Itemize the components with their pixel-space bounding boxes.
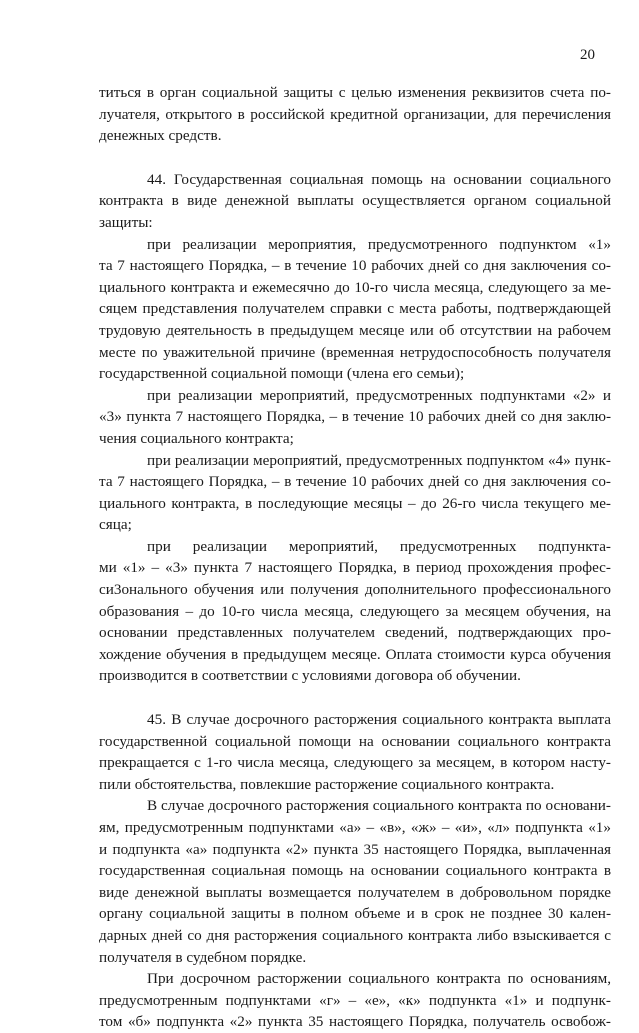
text-line: месте по уважительной причине (временная нетрудоспособность получателя xyxy=(99,343,611,361)
text-line: сяцем представления получателем справки с места работы, подтверждающей xyxy=(99,300,611,318)
text-line: В случае досрочного расторжения социального контракта по основани- xyxy=(147,797,611,815)
page-number: 20 xyxy=(580,47,595,63)
text-line: при реализации мероприятий, предусмотренных подпунктами «2» и xyxy=(147,386,611,404)
text-line: сяца; xyxy=(99,516,132,534)
text-line: виде денежной выплаты возмещается получателем в добровольном порядке xyxy=(99,883,611,901)
text-line: при реализации мероприятия, предусмотренного подпунктом «1» xyxy=(147,235,611,253)
text-line: титься в орган социальной защиты с целью изменения реквизитов счета по- xyxy=(99,84,611,101)
text-line: и подпункта «а» подпункта «2» пункта 35 настоящего Порядка, выплаченная xyxy=(99,840,611,858)
text-line: «3» пункта 7 настоящего Порядка, – в течение 10 рабочих дней со дня заклю- xyxy=(99,408,611,426)
text-line: образования – до 10-го числа месяца, следующего за месяцем обучения, на xyxy=(99,602,611,620)
text-line: государственная социальная помощь на основании социального контракта в xyxy=(99,862,611,880)
text-line: денежных средств. xyxy=(99,127,222,145)
text-line: том «б» подпункта «2» пункта 35 настоящего Порядка, получатель освобож- xyxy=(99,1013,611,1031)
text-line: при реализации мероприятий, предусмотренных подпунктом «4» пунк- xyxy=(147,451,611,469)
paragraph xyxy=(99,795,611,968)
paragraph xyxy=(99,450,611,536)
text-line: ям, предусмотренным подпунктами «а» – «в», «ж» – «и», «л» подпункта «1» xyxy=(99,819,611,836)
text-line: циального контракта и ежемесячно до 10-го числа месяца, следующего за ме- xyxy=(99,278,611,296)
paragraph xyxy=(99,169,611,234)
text-line: пили обстоятельства, повлекшие расторжение социального контракта. xyxy=(99,775,555,793)
text-line: чения социального контракта; xyxy=(99,429,294,447)
text-line: прекращается с 1-го числа месяца, следующего за месяцем, в котором насту- xyxy=(99,754,611,772)
text-line: та 7 настоящего Порядка, – в течение 10 рабочих дней со дня заключения со- xyxy=(99,473,611,491)
text-line: предусмотренным подпунктами «г» – «е», «к» подпункта «1» и подпунк- xyxy=(99,991,611,1009)
document-body xyxy=(99,82,611,1033)
text-line: производится в соответствии с условиями договора об обучении. xyxy=(99,667,521,685)
text-line: государственной социальной помощи (члена его семьи); xyxy=(99,365,465,383)
paragraph xyxy=(99,385,611,450)
text-line: государственной социальной помощи на основании социального контракта xyxy=(99,732,611,750)
paragraph xyxy=(99,536,611,687)
text-line: основании представленных получателем сведений, подтверждающих про- xyxy=(99,624,611,642)
text-line: та 7 настоящего Порядка, – в течение 10 рабочих дней со дня заключения со- xyxy=(99,257,611,275)
text-line: 45. В случае досрочного расторжения социального контракта выплата xyxy=(147,711,611,729)
text-line: получателя в судебном порядке. xyxy=(99,948,307,966)
text-line: органу социальной защиты в полном объеме и в срок не позднее 30 кален- xyxy=(99,905,611,923)
text-line: хождение обучения в предыдущем месяце. Оплата стоимости курса обучения xyxy=(99,645,611,663)
text-line: контракта в виде денежной выплаты осуществляется органом социальной xyxy=(99,192,611,210)
text-line: 44. Государственная социальная помощь на основании социального xyxy=(147,170,611,188)
paragraph xyxy=(99,968,611,1033)
text-line: ми «1» – «3» пункта 7 настоящего Порядка, в период прохождения профес- xyxy=(99,559,611,577)
text-line: лучателя, открытого в российской кредитной организации, для перечисления xyxy=(99,105,611,123)
text-line: при реализации мероприятий, предусмотренных подпункта- xyxy=(147,537,611,555)
paragraph xyxy=(99,82,611,147)
text-line: циального контракта, в последующие месяцы – до 26-го числа текущего ме- xyxy=(99,494,611,512)
paragraph xyxy=(99,709,611,795)
text-line: При досрочном расторжении социального контракта по основаниям, xyxy=(147,970,611,988)
text-line: трудовую деятельность в предыдущем месяце или об отсутствии на рабочем xyxy=(99,321,611,339)
text-line: си3онального обучения или получения дополнительного профессионального xyxy=(99,581,611,599)
text-line: защиты: xyxy=(99,213,153,231)
paragraph xyxy=(99,234,611,385)
paragraph-gap xyxy=(99,687,611,709)
paragraph-gap xyxy=(99,147,611,169)
text-line: дарных дней со дня расторжения социального контракта либо взыскивается с xyxy=(99,926,611,944)
